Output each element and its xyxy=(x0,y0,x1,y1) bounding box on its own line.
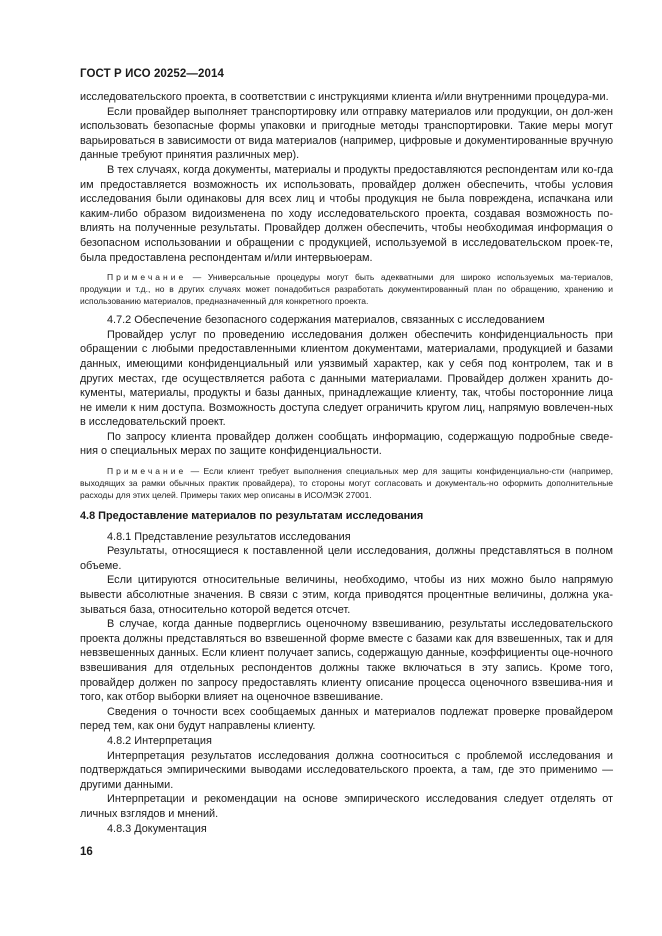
section-heading: 4.8 Предоставление материалов по результатам исследования xyxy=(80,510,424,523)
note-text: — Универсальные процедуры могут быть адекватными для широко используемых ма-териалов, продукции и т.д., но в других случаях может понадобиться разработать документированный план по обращению, хранению и использованию материалов, предназначенный для конкретного проекта. xyxy=(80,272,613,307)
paragraph: Интерпретация результатов исследования должна соотноситься с проблемой исследования и подтверждаться эмпирическими выводами исследовательского проекта, а там, где это применимо — другими данными. xyxy=(80,749,613,791)
note-label: Примечание xyxy=(107,272,187,283)
paragraph: В случае, когда данные подверглись оценочному взвешиванию, результаты исследовательского проекта должны представляться во взвешенной форме вместе с базами как для взвешенных, так и для невзвешенных данных. Если клиент получает запись, содержащую данные, коэффициенты оце-ночного взвешивания для отдельных респондентов должны также включаться в эту запись. Кроме того, провайдер должен по запросу предоставлять клиенту описание процесса оценочного взвешива-ния и того, как отбор выборки влияет на оценочное взвешивание. xyxy=(80,618,613,704)
paragraph: Если провайдер выполняет транспортировку или отправку материалов или продукции, он дол-жен использовать безопасные формы упаковки и пригодные методы транспортировки. Такие меры могут варьироваться в зависимости от вида материалов (например, цифровые и документированные вручную данные требуют принятия различных мер). xyxy=(80,105,613,162)
note xyxy=(80,271,613,307)
paragraph: исследовательского проекта, в соответствии с инструкциями клиента и/или внутренними процедура-ми. xyxy=(80,91,609,103)
subsection-heading: 4.8.3 Документация xyxy=(107,822,207,835)
subsection-heading: 4.8.2 Интерпретация xyxy=(107,734,212,747)
document-header: ГОСТ Р ИСО 20252—2014 xyxy=(80,68,225,80)
note-text: — Если клиент требует выполнения специальных мер для защиты конфиденциально-сти (например, выходящих за рамки обычных практик провайдера), то стороны могут согласовать и документаль-но оформить дополнительные расходы для этих целей. Примеры таких мер описаны в ИСО/МЭК 27001. xyxy=(80,466,613,501)
paragraph: Сведения о точности всех сообщаемых данных и материалов подлежат проверке провайдером перед тем, как они будут направлены клиенту. xyxy=(80,705,613,733)
note xyxy=(80,465,613,501)
paragraph: Интерпретации и рекомендации на основе эмпирического исследования следует отделять от личных взглядов и мнений. xyxy=(80,793,613,820)
paragraph: По запросу клиента провайдер должен сообщать информацию, содержащую подробные сведе-ния о специальных мерах по защите конфиденциальности. xyxy=(80,430,613,458)
page-number: 16 xyxy=(80,846,93,858)
page-content xyxy=(80,90,613,836)
paragraph: В тех случаях, когда документы, материалы и продукты предоставляются респондентам или ко-гда им предоставляется возможность их использовать, провайдер должен обеспечить, чтобы условия исследования были одинаковы для всех лиц и чтобы продукция не была повреждена, испачкана или каким-либо образом видоизменена по ходу исследовательского проекта, создавая возможность по-влиять на полученные результаты. Провайдер должен обеспечить, чтобы необходимая информация о безопасном использовании и обращении с продукцией, используемой в исследовательском проек-те, была предоставлена респондентам и/или интервьюерам. xyxy=(80,163,613,264)
note-label: Примечание xyxy=(107,466,187,477)
subsection-heading: 4.8.1 Представление результатов исследования xyxy=(107,530,351,543)
paragraph: Результаты, относящиеся к поставленной цели исследования, должны представляться в полном объеме. xyxy=(80,545,613,572)
paragraph: Если цитируются относительные величины, необходимо, чтобы из них можно было напрямую вывести абсолютные значения. В связи с этим, когда приводятся процентные величины, должна ука-зываться база, относительно которой ведется отсчет. xyxy=(80,574,613,616)
paragraph: Провайдер услуг по проведению исследования должен обеспечить конфиденциальность при обращении с любыми предоставленными клиентом документами, материалами, продукцией и базами данных, имеющими конфиденциальный или уязвимый характер, как у себя под контролем, так и в других местах, где осуществляется работа с данными материалами. Провайдер должен хранить до-кументы, материалы, продукты и базы данных, принадлежащие клиенту, так, чтобы посторонние лица не имели к ним доступа. Возможность доступа следует ограничить кругом лиц, напрямую вовлечен-ных в исследовательский проект. xyxy=(80,328,613,429)
subsection-heading: 4.7.2 Обеспечение безопасного содержания материалов, связанных с исследованием xyxy=(107,314,545,327)
